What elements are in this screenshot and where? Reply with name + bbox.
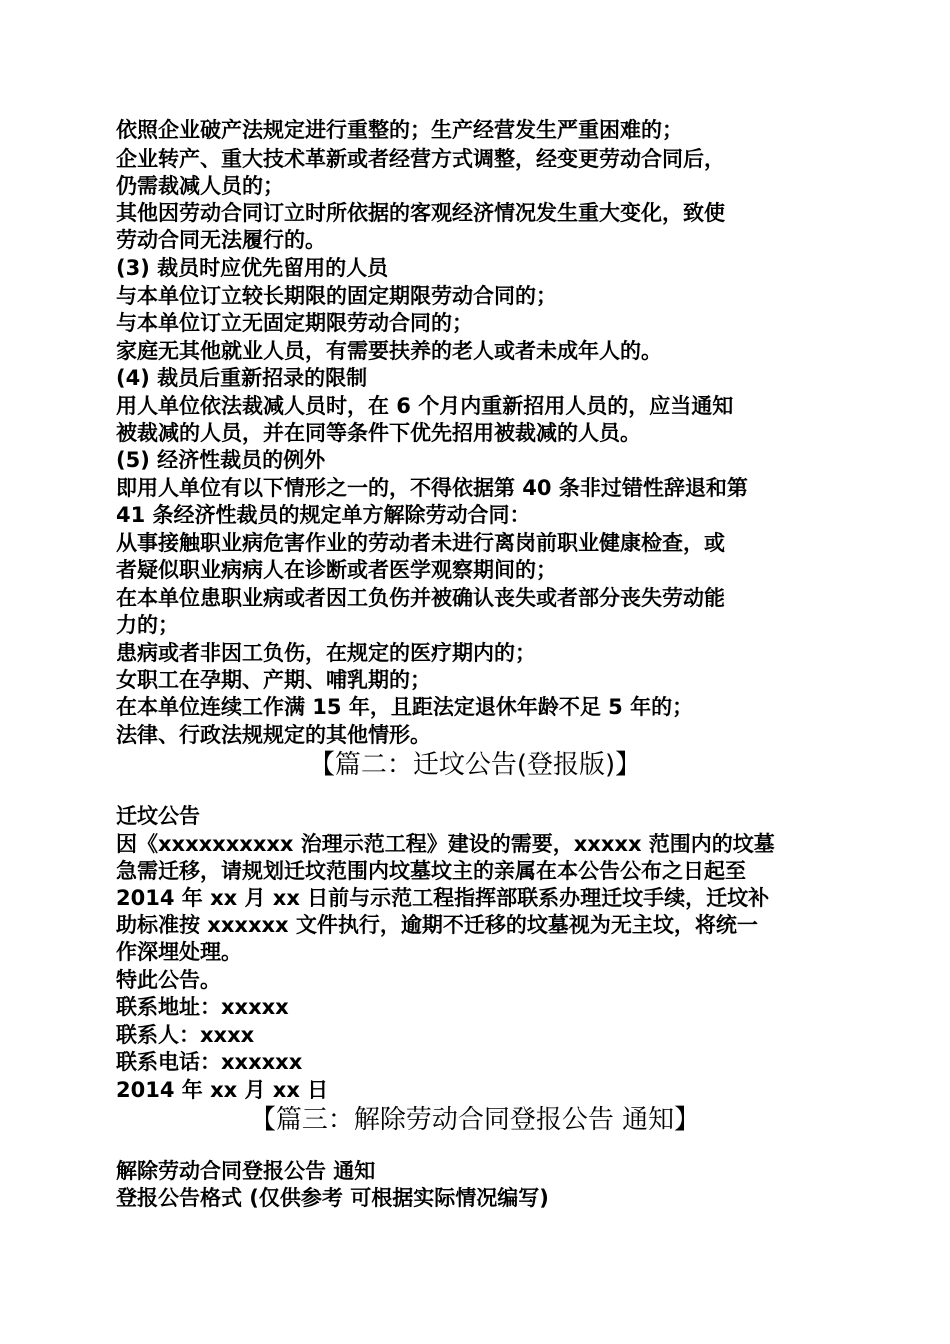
text-line: 法律、行政法规规定的其他情形。 bbox=[116, 723, 431, 747]
text-line: 力的； bbox=[116, 613, 179, 637]
text-line: 2014 年 xx 月 xx 日前与示范工程指挥部联系办理迁坟手续，迁坟补 bbox=[116, 886, 770, 910]
text-line: 即用人单位有以下情形之一的，不得依据第 40 条非过错性辞退和第 bbox=[116, 476, 748, 500]
text-line: 企业转产、重大技术革新或者经营方式调整，经变更劳动合同后， bbox=[116, 147, 725, 171]
text-line: 其他因劳动合同订立时所依据的客观经济情况发生重大变化，致使 bbox=[116, 201, 725, 225]
subheading: (4) 裁员后重新招录的限制 bbox=[116, 366, 368, 390]
text-line: 在本单位连续工作满 15 年，且距法定退休年龄不足 5 年的； bbox=[116, 695, 694, 719]
contact-person: 联系人：xxxx bbox=[116, 1023, 255, 1047]
subheading: (5) 经济性裁员的例外 bbox=[116, 448, 326, 472]
text-line: 41 条经济性裁员的规定单方解除劳动合同： bbox=[116, 503, 531, 527]
text-line: 助标准按 xxxxxx 文件执行，逾期不迁移的坟墓视为无主坟，将统一 bbox=[116, 913, 758, 937]
text-line: 解除劳动合同登报公告 通知 bbox=[116, 1159, 376, 1183]
section-heading: 【篇二：迁坟公告(登报版)】 bbox=[308, 750, 642, 780]
subheading: (3) 裁员时应优先留用的人员 bbox=[116, 256, 389, 280]
text-line: 登报公告格式 (仅供参考 可根据实际情况编写) bbox=[116, 1186, 549, 1210]
text-line: 用人单位依法裁减人员时，在 6 个月内重新招用人员的，应当通知 bbox=[116, 394, 734, 418]
text-line: 因《xxxxxxxxxx 治理示范工程》建设的需要，xxxxx 范围内的坟墓 bbox=[116, 832, 775, 856]
text-line: 患病或者非因工负伤，在规定的医疗期内的； bbox=[116, 641, 536, 665]
text-line: 被裁减的人员，并在同等条件下优先招用被裁减的人员。 bbox=[116, 421, 641, 445]
text-line: 作深埋处理。 bbox=[116, 940, 242, 964]
text-line: 家庭无其他就业人员，有需要扶养的老人或者未成年人的。 bbox=[116, 339, 662, 363]
text-line: 在本单位患职业病或者因工负伤并被确认丧失或者部分丧失劳动能 bbox=[116, 586, 725, 610]
contact-phone: 联系电话：xxxxxx bbox=[116, 1050, 303, 1074]
notice-title: 迁坟公告 bbox=[116, 804, 200, 828]
text-line: 特此公告。 bbox=[116, 968, 221, 992]
text-line: 与本单位订立无固定期限劳动合同的； bbox=[116, 311, 473, 335]
text-line: 劳动合同无法履行的。 bbox=[116, 228, 326, 252]
text-line: 女职工在孕期、产期、哺乳期的； bbox=[116, 668, 431, 692]
notice-date: 2014 年 xx 月 xx 日 bbox=[116, 1078, 329, 1102]
text-line: 从事接触职业病危害作业的劳动者未进行离岗前职业健康检查，或 bbox=[116, 531, 725, 555]
text-line: 依照企业破产法规定进行重整的；生产经营发生严重困难的； bbox=[116, 118, 683, 142]
text-line: 仍需裁减人员的； bbox=[116, 174, 284, 198]
contact-address: 联系地址：xxxxx bbox=[116, 995, 289, 1019]
text-line: 者疑似职业病病人在诊断或者医学观察期间的； bbox=[116, 558, 557, 582]
section-heading: 【篇三：解除劳动合同登报公告 通知】 bbox=[249, 1105, 701, 1135]
text-line: 急需迁移，请规划迁坟范围内坟墓坟主的亲属在本公告公布之日起至 bbox=[116, 859, 746, 883]
text-line: 与本单位订立较长期限的固定期限劳动合同的； bbox=[116, 284, 557, 308]
